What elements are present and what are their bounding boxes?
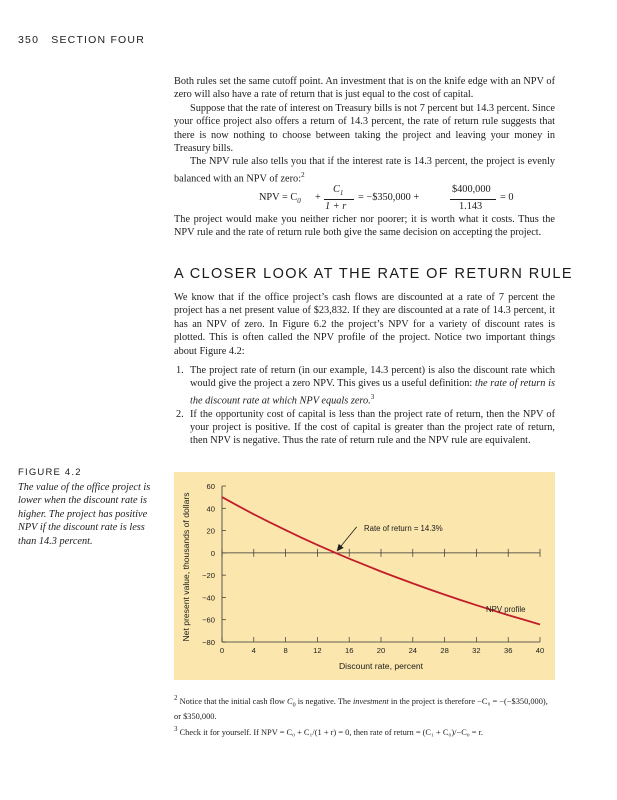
figure-label: FIGURE 4.2 [18,467,82,478]
annotation-arrowhead [337,544,344,552]
x-tick-label: 0 [219,646,225,655]
after-equation-text [174,213,555,240]
footnote-3: $^3$ Check it for yourself. If NPV = C₀ + C₁/(1 + r) = 0, then rate of return = (C₁ + C₀)/−C₀ = r. [174,725,484,738]
list-item: 2. If the opportunity cost of capital is less than the project rate of return, then the NPV of your project is positive. If the cost of capital is greater than the project rate of return, then NPV is negative. Thus the rate of return rule and the NPV rule are equivalent. [176,408,555,447]
x-axis-label: Discount rate, percent [338,661,424,671]
after-equation-paragraph: The project would make you neither richer nor poorer; it is worth what it costs. Thus the NPV rule and the rate of return rule both give the same decision on accepting the project. [174,214,555,239]
y-tick-label: 20 [206,526,215,536]
list-item: 1. The project rate of return (in our example, 14.3 percent) is also the discount rate which would give the project a zero NPV. This gives us a useful definition: the rate of return is the discount rate at which NPV equals zero.$^3$ [176,365,555,407]
y-tick-label: 40 [206,504,215,514]
intro-text [174,75,555,186]
footnote-ref-2[interactable]: 2 [301,170,305,179]
npv-profile-label: NPV profile [486,605,526,614]
npv-profile-chart [174,472,555,680]
y-tick-label: −60 [202,615,215,625]
x-tick-label: 16 [344,646,354,655]
intro-paragraph-3: The NPV rule also tells you that if the interest rate is 14.3 percent, the project is evenly balanced with an NPV of zero:$^2$ [174,156,555,185]
x-tick-label: 28 [440,646,449,655]
page-number: 350 [18,34,40,46]
y-tick-label: −20 [202,571,215,581]
x-tick-label: 4 [251,646,256,655]
x-tick-label: 12 [313,646,322,655]
eq-end: = 0 [500,192,514,203]
x-tick-label: 24 [408,646,418,655]
eq-den1: 1 + r [325,201,347,212]
footnote-2: $^2$ Notice that the initial cash flow $C_0$ is negative. The investment in the project is therefore −C₀ = −(−$350,000), or $350,000. [174,694,548,722]
intro-paragraph-2: Suppose that the rate of interest on Treasury bills is not 7 percent but 14.3 percent. Since your office project also offers a return of 14.3 percent, the rate of return rule suggests that there is now nothing to choose between taking the project and leaving your money in Treasury bills. [174,102,555,155]
x-tick-label: 36 [503,646,513,655]
eq-plus: + [315,192,321,203]
eq-num1: $C_1$ [333,184,344,198]
intro-paragraph-1: Both rules set the same cutoff point. An investment that is on the knife edge with an NPV of zero will also have a rate of return that is just equal to the cost of capital. [174,76,555,101]
section-paragraph: We know that if the office project’s cash flows are discounted at a rate of 7 percent the project has a net present value of $23,832. If they are discounted at a rate of 14.3 percent, it has an NPV of zero. In Figure 6.2 the project’s NPV for a variety of discount rates is plotted. This is often called the NPV profile of the project. Notice two important things about Figure 4.2: [174,292,555,357]
footnotes [174,692,555,739]
y-tick-label: 60 [206,482,215,491]
annotation-arrow-line [339,527,357,549]
running-head [18,34,145,46]
eq-num2: $400,000 [452,184,491,195]
y-tick-label: −80 [202,638,215,647]
eq-lhs: NPV = $C_0$ [259,192,301,206]
x-tick-label: 32 [472,646,481,655]
eq-den2: 1.143 [459,201,483,212]
x-tick-label: 20 [376,646,386,655]
chart-svg [174,472,555,680]
y-tick-label: 0 [210,548,215,558]
eq-mid: = −$350,000 + [358,192,420,203]
section-heading: A CLOSER LOOK AT THE RATE OF RETURN RULE [174,266,573,282]
x-tick-label: 8 [283,646,288,655]
footnote-ref-3[interactable]: 3 [370,392,375,401]
y-tick-label: −40 [202,593,215,603]
rate-of-return-label: Rate of return = 14.3% [364,524,443,533]
x-tick-label: 40 [535,646,545,655]
section-label: SECTION FOUR [51,34,145,46]
npv-equation [174,183,555,213]
key-points-list [174,364,555,448]
figure-caption: The value of the office project is lower when the discount rate is higher. The project has positive NPV if the discount rate is less than 14.3 percent. [18,482,151,547]
y-axis-label: Net present value, thousands of dollars [181,492,191,642]
